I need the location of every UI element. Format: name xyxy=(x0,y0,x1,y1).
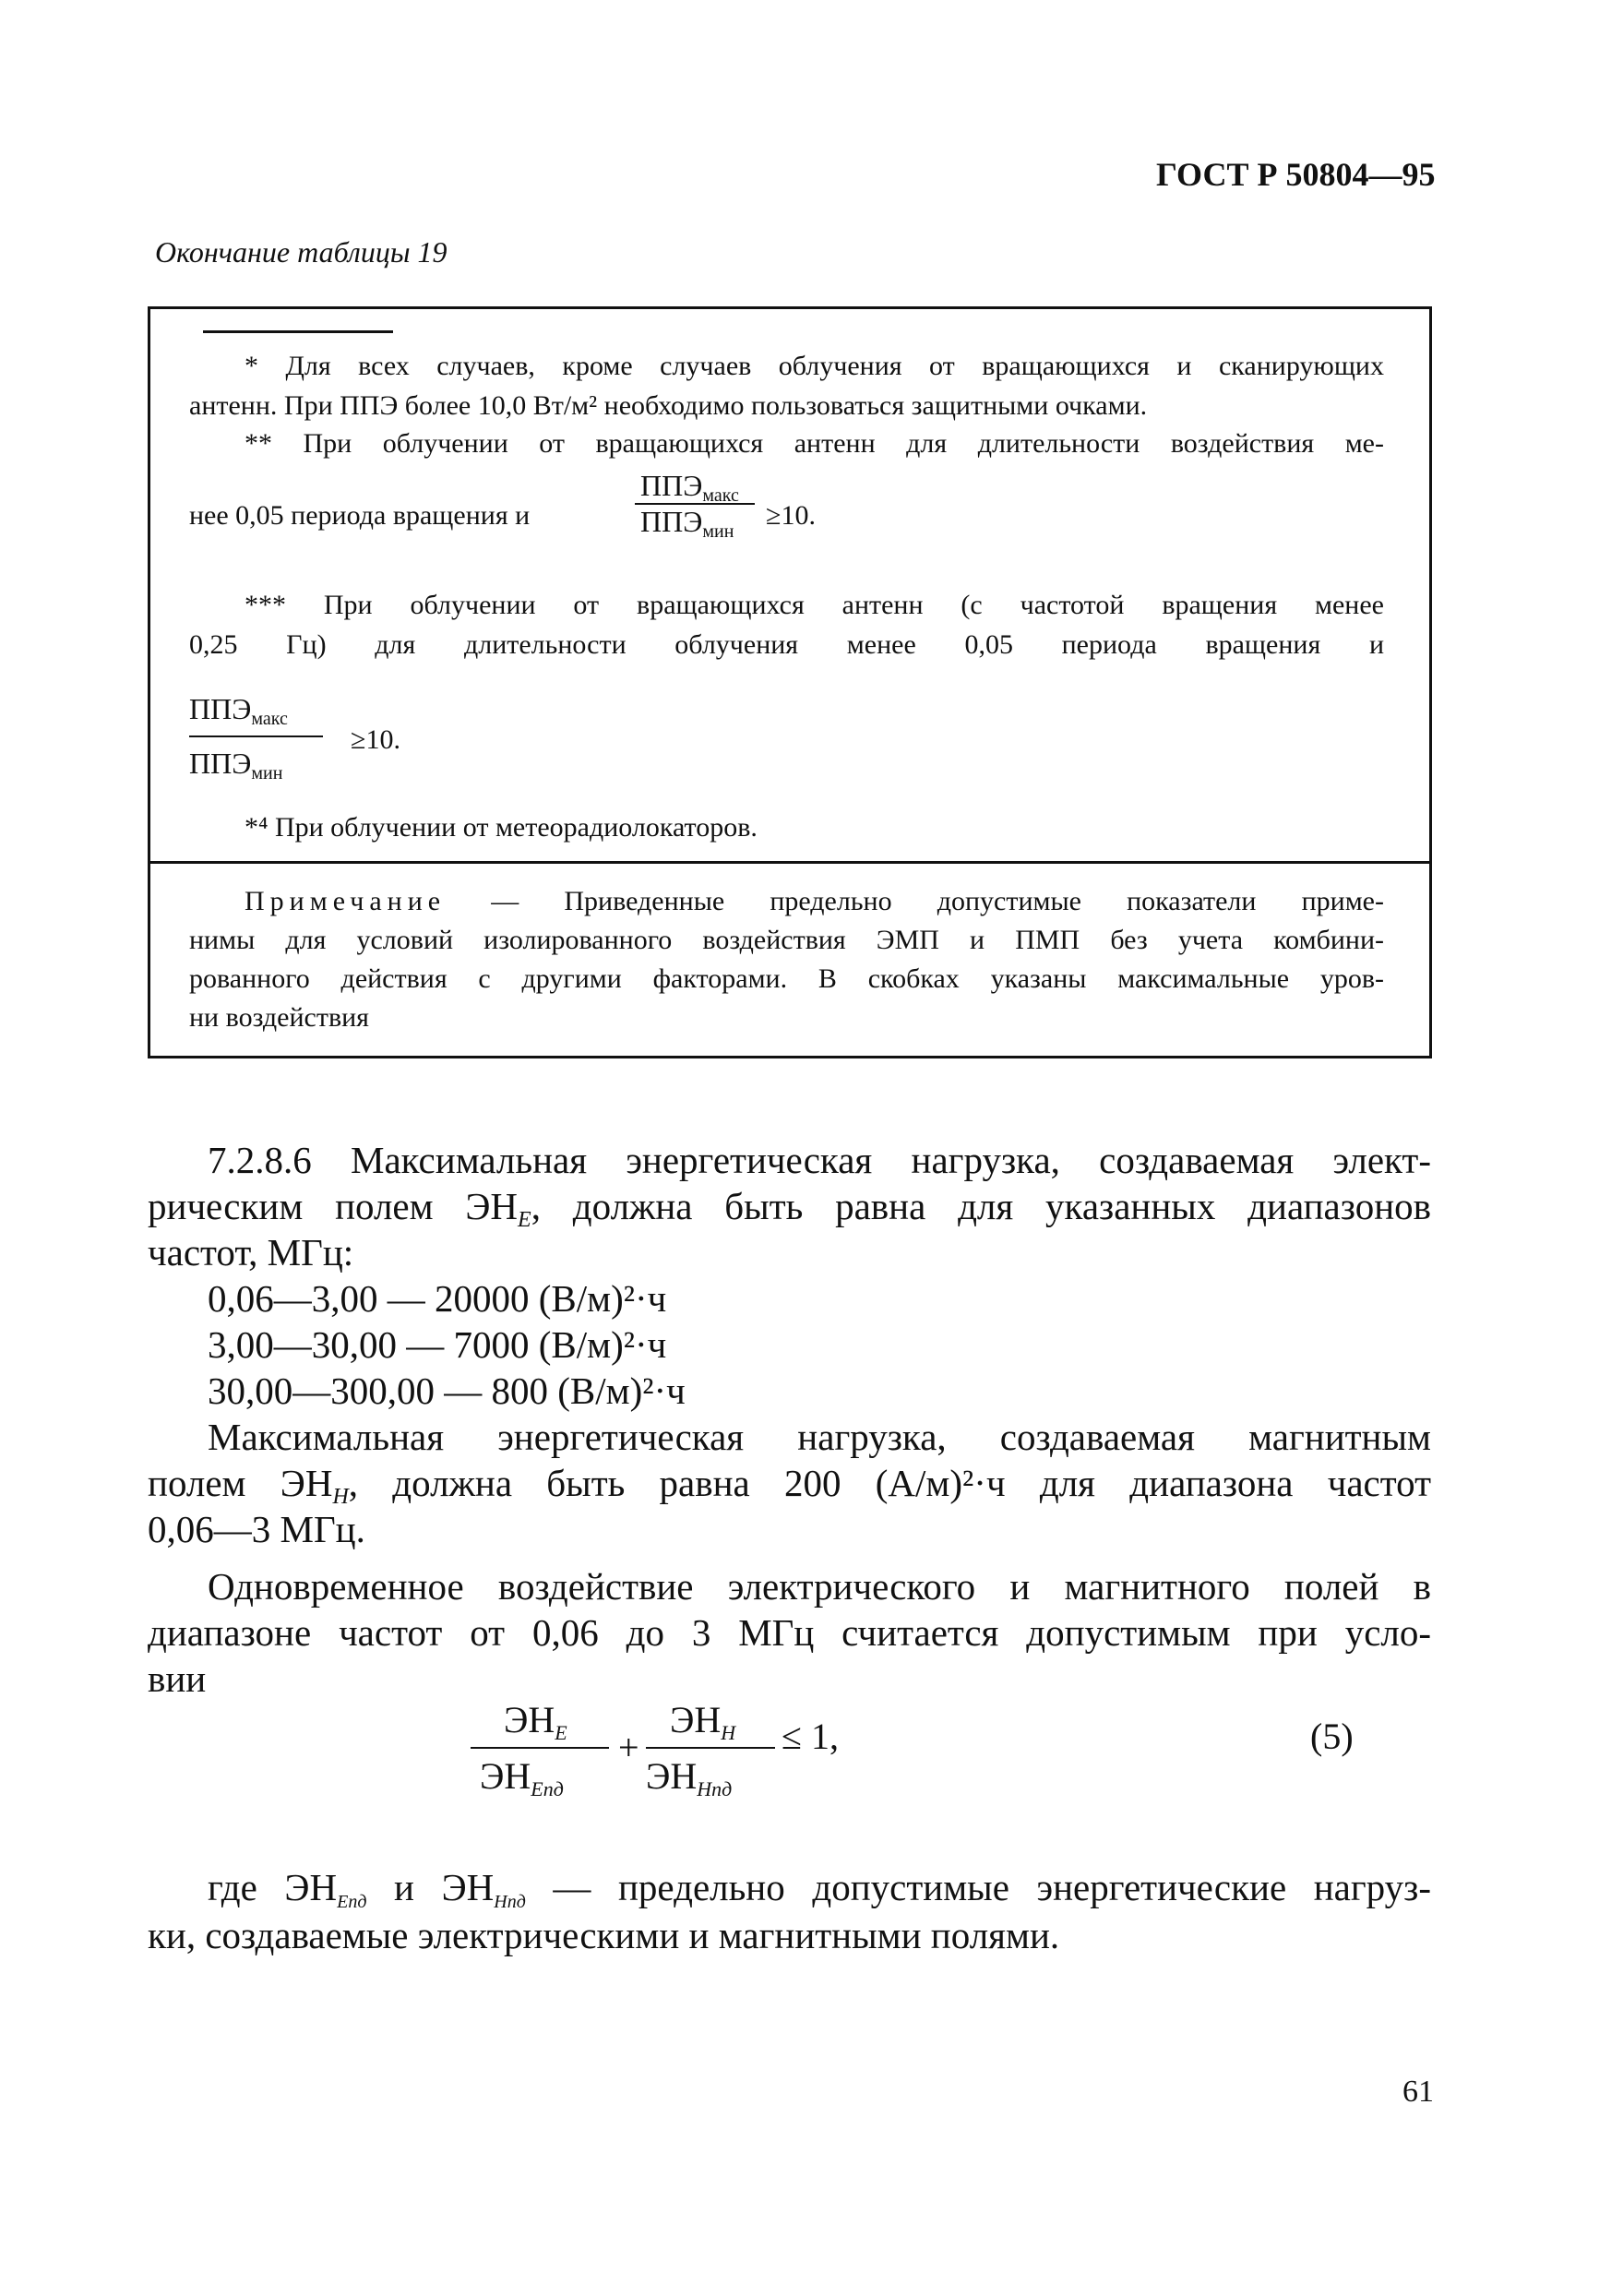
eq-fraction-line xyxy=(646,1747,775,1749)
eq-sub: E xyxy=(555,1721,567,1744)
p1-text-a: рическим полем ЭН xyxy=(148,1185,519,1227)
paragraph-2-line-2 xyxy=(148,1460,1431,1513)
footnote-2-line-2: нее 0,05 периода вращения и xyxy=(189,500,531,531)
p4-text-a: где ЭН xyxy=(208,1866,338,1908)
range-2: 3,00—30,00 — 7000 (В/м)²·ч xyxy=(208,1323,667,1366)
p1-text-b: , должна быть равна для указанных диапазонов xyxy=(531,1185,1431,1227)
eq-sub: Eпд xyxy=(531,1777,564,1800)
range-3: 30,00—300,00 — 800 (В/м)²·ч xyxy=(208,1369,686,1412)
fraction-fn3 xyxy=(189,692,323,781)
footnote-2-line-1: ** При облучении от вращающихся антенн для длительности воздействия ме- xyxy=(245,428,1384,459)
fraction-numerator xyxy=(635,469,755,506)
equation-5-term-1 xyxy=(471,1698,609,1798)
paragraph-3-line-3: вии xyxy=(148,1657,207,1700)
eq-base: ЭН xyxy=(670,1699,722,1740)
p2-text-a: полем ЭН xyxy=(148,1462,333,1504)
note-line-1 xyxy=(245,884,1384,918)
fraction-sub: мин xyxy=(251,763,283,783)
p4-text-mid: и ЭН xyxy=(366,1866,495,1908)
fraction-base: ППЭ xyxy=(640,469,703,502)
p1-sub: E xyxy=(518,1208,531,1232)
eq-base: ЭН xyxy=(646,1755,698,1797)
footnote-3-condition: ≥10. xyxy=(351,724,400,755)
fraction-line xyxy=(189,735,323,737)
paragraph-4-line-1 xyxy=(208,1864,1431,1918)
paragraph-4-line-2: ки, создаваемые электрическими и магнитными полями. xyxy=(148,1914,1060,1956)
footnote-3-line-1: *** При облучении от вращающихся антенн (с частотой вращения менее xyxy=(245,590,1384,620)
eq-numerator xyxy=(646,1698,775,1744)
paragraph-3-line-2: диапазоне частот от 0,06 до 3 МГц считается допустимым при усло- xyxy=(148,1611,1431,1654)
eq-tail: ≤ 1, xyxy=(782,1716,839,1757)
eq-sub: H xyxy=(721,1721,736,1744)
footnote-rule xyxy=(203,330,393,333)
paragraph-1-line-1: 7.2.8.6 Максимальная энергетическая нагрузка, создаваемая элект- xyxy=(208,1139,1431,1181)
footnote-4: *⁴ При облучении от метеорадиолокаторов. xyxy=(245,812,758,843)
eq-plus: + xyxy=(618,1727,639,1768)
table-caption: Окончание таблицы 19 xyxy=(155,235,448,269)
p4-sub-e: Eпд xyxy=(337,1892,367,1912)
p4-sub-h: Hпд xyxy=(494,1892,526,1912)
range-1: 0,06—3,00 — 20000 (В/м)²·ч xyxy=(208,1277,667,1320)
note-text-1: — Приведенные предельно допустимые показатели приме- xyxy=(491,886,1384,916)
fraction-base: ППЭ xyxy=(189,692,252,725)
paragraph-1-line-3: частот, МГц: xyxy=(148,1231,354,1274)
footnote-1-line-1: * Для всех случаев, кроме случаев облучения от вращающихся и сканирующих xyxy=(245,351,1384,381)
eq-fraction-line xyxy=(471,1747,609,1749)
page-number: 61 xyxy=(1402,2075,1434,2109)
footnote-1-line-2: антенн. При ППЭ более 10,0 Вт/м² необходимо пользоваться защитными очками. xyxy=(189,390,1148,421)
fraction-denominator xyxy=(635,505,755,542)
document-header: ГОСТ Р 50804—95 xyxy=(1156,156,1436,193)
note-label: Примечание xyxy=(245,886,447,916)
table-divider xyxy=(148,861,1432,864)
eq-sub: Hпд xyxy=(697,1777,733,1800)
p4-text-b: — предельно допустимые энергетические нагруз- xyxy=(525,1866,1431,1908)
fraction-base: ППЭ xyxy=(640,505,703,538)
note-line-4: ни воздействия xyxy=(189,1002,369,1033)
eq-number: (5) xyxy=(1310,1716,1354,1757)
footnote-2-condition: ≥10. xyxy=(766,500,816,531)
eq-denominator xyxy=(471,1754,609,1798)
note-line-2: нимы для условий изолированного воздействия ЭМП и ПМП без учета комбини- xyxy=(189,925,1384,955)
fraction-sub: мин xyxy=(702,521,734,542)
paragraph-2-line-1: Максимальная энергетическая нагрузка, создаваемая магнитным xyxy=(208,1416,1431,1458)
paragraph-3-line-1: Одновременное воздействие электрического и магнитного полей в xyxy=(208,1565,1431,1608)
fraction-sub: макс xyxy=(702,485,739,506)
footnote-3-line-2: 0,25 Гц) для длительности облучения менее 0,05 периода вращения и xyxy=(189,629,1384,660)
eq-base: ЭН xyxy=(504,1699,555,1740)
p2-sub: H xyxy=(332,1485,349,1509)
p2-text-b: , должна быть равна 200 (А/м)²·ч для диапазона частот xyxy=(348,1462,1431,1504)
eq-numerator xyxy=(471,1698,609,1744)
paragraph-2-line-3: 0,06—3 МГц. xyxy=(148,1508,365,1550)
eq-base: ЭН xyxy=(480,1755,531,1797)
note-line-3: рованного действия с другими факторами. В скобках указаны максимальные уров- xyxy=(189,963,1384,994)
equation-5-term-2 xyxy=(646,1698,775,1798)
fraction-fn2 xyxy=(635,469,755,542)
fraction-denominator xyxy=(189,747,323,781)
fraction-sub: макс xyxy=(251,709,288,729)
fraction-numerator xyxy=(189,692,323,729)
fraction-base: ППЭ xyxy=(189,747,252,780)
eq-denominator xyxy=(646,1754,775,1798)
paragraph-1-line-2 xyxy=(148,1183,1431,1236)
